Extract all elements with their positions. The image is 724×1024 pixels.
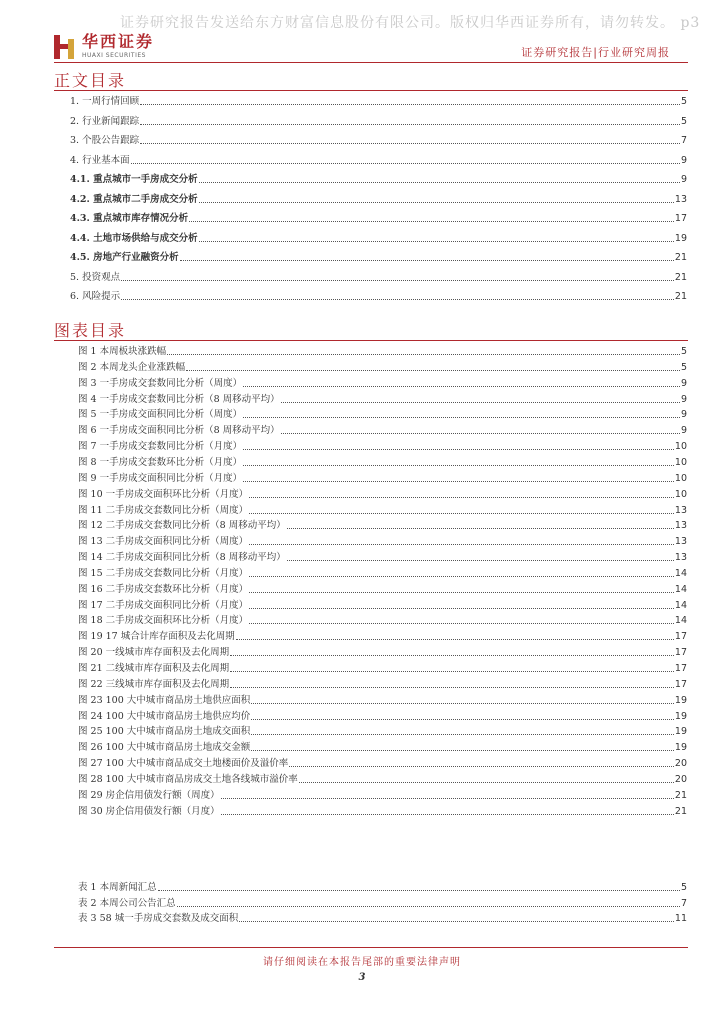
- figure-entry-page: 20: [674, 773, 687, 785]
- figures-title-rule: [54, 340, 688, 341]
- dot-leader: [131, 163, 680, 164]
- figure-entry-page: 19: [674, 710, 687, 722]
- dot-leader: [140, 104, 680, 105]
- figure-entry-label: 图 27 100 大中城市商品成交土地楼面价及溢价率: [78, 758, 289, 770]
- toc-entry[interactable]: [70, 96, 687, 108]
- toc-entry[interactable]: [70, 194, 687, 206]
- figures-title: 图表目录: [54, 321, 127, 340]
- figure-entry[interactable]: [78, 346, 687, 358]
- toc-entry-page: 17: [674, 213, 687, 224]
- table-entry-label: 表 1 本周新闻汇总: [78, 882, 157, 893]
- figure-entry-page: 19: [674, 726, 687, 738]
- toc-entry-page: 7: [680, 135, 687, 146]
- figure-entry-label: 图 14 二手房成交面积同比分析（8 周移动平均）: [78, 552, 286, 564]
- toc-entry-label: 3. 个股公告跟踪: [70, 135, 140, 146]
- figure-entry[interactable]: [78, 711, 687, 723]
- figure-entry[interactable]: [78, 726, 687, 738]
- toc-entry-label: 1. 一周行情回顾: [70, 96, 140, 107]
- dot-leader: [243, 481, 674, 482]
- logo-en-text: HUAXI SECURITIES: [82, 52, 146, 59]
- toc-entry-label: 2. 行业新闻跟踪: [70, 115, 140, 127]
- figure-entry-label: 图 12 二手房成交套数同比分析（8 周移动平均）: [78, 520, 286, 532]
- toc-entry-page: 21: [674, 291, 687, 302]
- dot-leader: [249, 608, 674, 609]
- figure-entry-page: 17: [674, 647, 687, 659]
- figure-entry[interactable]: [78, 774, 687, 786]
- figure-entry-page: 10: [674, 441, 687, 453]
- figure-entry[interactable]: [78, 695, 687, 707]
- table-entry-label: 表 3 58 城一手房成交套数及成交面积: [78, 913, 239, 924]
- dot-leader: [299, 782, 674, 783]
- figure-entry-label: 图 8 一手房成交套数环比分析（月度）: [78, 456, 243, 468]
- figure-entry[interactable]: [78, 394, 687, 406]
- dot-leader: [221, 814, 674, 815]
- table-entry-page: 11: [674, 913, 687, 924]
- dot-leader: [289, 766, 674, 767]
- toc-entry[interactable]: [70, 116, 687, 128]
- dot-leader: [243, 386, 680, 387]
- watermark: 证券研究报告发送给东方财富信息股份有限公司。版权归华西证券所有，请勿转发。 p3: [120, 15, 701, 31]
- logo-cn-text: 华西证券: [82, 32, 155, 51]
- toc-entry[interactable]: [70, 291, 687, 303]
- figure-entry-page: 13: [674, 520, 687, 532]
- figure-entry[interactable]: [78, 489, 687, 501]
- figure-entry[interactable]: [78, 631, 687, 643]
- toc-entry-page: 5: [680, 115, 687, 127]
- toc-entry[interactable]: [70, 272, 687, 284]
- dot-leader: [287, 560, 674, 561]
- figure-entry-label: 图 13 二手房成交面积同比分析（周度）: [78, 536, 249, 548]
- dot-leader: [251, 750, 674, 751]
- dot-leader: [186, 370, 680, 371]
- dot-leader: [199, 202, 674, 203]
- toc-entry-label: 4.3. 重点城市库存情况分析: [70, 213, 189, 224]
- figure-entry-page: 5: [680, 346, 687, 357]
- toc-entry-page: 21: [674, 252, 687, 263]
- figure-entry-page: 21: [674, 789, 687, 801]
- figure-entry-page: 10: [674, 456, 687, 468]
- figure-entry-label: 图 15 二手房成交套数同比分析（月度）: [78, 567, 249, 579]
- header-rule: [54, 62, 688, 63]
- toc-entry-label: 4. 行业基本面: [70, 154, 130, 166]
- figure-entry[interactable]: [78, 679, 687, 691]
- figure-entry-label: 图 4 一手房成交套数同比分析（8 周移动平均）: [78, 393, 280, 405]
- figure-entry[interactable]: [78, 663, 687, 675]
- figure-entry-label: 图 26 100 大中城市商品房土地成交金额: [78, 742, 251, 754]
- toc-entry[interactable]: [70, 213, 687, 225]
- figure-entry-page: 14: [674, 567, 687, 579]
- figure-entry-page: 17: [674, 663, 687, 674]
- figure-entry-label: 图 29 房企信用债发行额（周度）: [78, 789, 220, 801]
- dot-leader: [243, 449, 674, 450]
- figure-entry[interactable]: [78, 806, 687, 818]
- figure-entry[interactable]: [78, 758, 687, 770]
- figure-entry-label: 图 30 房企信用债发行额（月度）: [78, 805, 220, 817]
- figure-entry-label: 图 2 本周龙头企业涨跌幅: [78, 361, 186, 373]
- figure-entry-label: 图 3 一手房成交套数同比分析（周度）: [78, 377, 243, 389]
- dot-leader: [180, 260, 674, 261]
- dot-leader: [140, 124, 680, 125]
- toc-entry-page: 5: [680, 96, 687, 107]
- figure-entry-label: 图 25 100 大中城市商品房土地成交面积: [78, 726, 251, 738]
- figure-entry[interactable]: [78, 790, 687, 802]
- figure-entry[interactable]: [78, 362, 687, 374]
- figure-entry-page: 9: [680, 409, 687, 421]
- dot-leader: [243, 417, 680, 418]
- figure-entry-page: 14: [674, 615, 687, 627]
- toc-entry-label: 4.2. 重点城市二手房成交分析: [70, 193, 198, 205]
- figure-entry-page: 9: [680, 377, 687, 389]
- dot-leader: [249, 497, 674, 498]
- dot-leader: [167, 354, 680, 355]
- figure-entry-label: 图 1 本周板块涨跌幅: [78, 346, 167, 357]
- figure-entry[interactable]: [78, 568, 687, 580]
- dot-leader: [230, 687, 674, 688]
- toc-entry-label: 6. 风险提示: [70, 291, 121, 302]
- figure-entry-label: 图 22 三线城市库存面积及去化周期: [78, 678, 230, 690]
- dot-leader: [221, 798, 674, 799]
- toc-entry-label: 4.5. 房地产行业融资分析: [70, 252, 179, 263]
- page-number: 3: [358, 972, 366, 983]
- toc-entry-page: 13: [674, 193, 687, 205]
- figure-entry-page: 13: [674, 504, 687, 516]
- toc-entry-page: 19: [674, 232, 687, 244]
- table-entry-page: 5: [680, 882, 687, 893]
- figure-entry[interactable]: [78, 600, 687, 612]
- figure-entry-label: 图 17 二手房成交面积同比分析（月度）: [78, 599, 249, 611]
- dot-leader: [230, 671, 674, 672]
- toc-title: 正文目录: [54, 71, 127, 90]
- figure-entry-label: 图 18 二手房成交面积环比分析（月度）: [78, 615, 249, 627]
- figure-entry[interactable]: [78, 441, 687, 453]
- dot-leader: [249, 544, 674, 545]
- dot-leader: [281, 433, 680, 434]
- figure-entry-page: 19: [674, 742, 687, 754]
- toc-entry[interactable]: [70, 252, 687, 264]
- figure-entry-label: 图 6 一手房成交面积同比分析（8 周移动平均）: [78, 425, 280, 437]
- dot-leader: [230, 655, 674, 656]
- figure-entry-page: 5: [680, 361, 687, 373]
- dot-leader: [251, 734, 674, 735]
- figure-entry-label: 图 16 二手房成交套数环比分析（月度）: [78, 583, 249, 595]
- figure-entry-label: 图 19 17 城合计库存面积及去化周期: [78, 631, 235, 643]
- figure-entry-page: 17: [674, 678, 687, 690]
- figure-entry-label: 图 10 一手房成交面积环比分析（月度）: [78, 488, 249, 500]
- dot-leader: [249, 592, 674, 593]
- dot-leader: [121, 280, 674, 281]
- footer-disclaimer: 请仔细阅读在本报告尾部的重要法律声明: [263, 957, 461, 968]
- figure-entry-label: 图 5 一手房成交面积同比分析（周度）: [78, 409, 243, 421]
- toc-entry-label: 4.4. 土地市场供给与成交分析: [70, 232, 198, 244]
- figure-entry[interactable]: [78, 615, 687, 627]
- figure-entry-page: 10: [674, 472, 687, 484]
- figure-entry-label: 图 24 100 大中城市商品房土地供应均价: [78, 710, 251, 722]
- figure-entry[interactable]: [78, 457, 687, 469]
- figure-entry[interactable]: [78, 505, 687, 517]
- figure-entry-label: 图 7 一手房成交套数同比分析（月度）: [78, 441, 243, 453]
- toc-entry[interactable]: [70, 135, 687, 147]
- dot-leader: [249, 576, 674, 577]
- dot-leader: [249, 623, 674, 624]
- toc-entry[interactable]: [70, 155, 687, 167]
- huaxi-logo: [54, 34, 154, 59]
- toc-entry-page: 21: [674, 271, 687, 283]
- dot-leader: [177, 906, 680, 907]
- dot-leader: [140, 143, 680, 144]
- dot-leader: [251, 703, 674, 704]
- figure-entry[interactable]: [78, 378, 687, 390]
- dot-leader: [249, 513, 674, 514]
- dot-leader: [189, 221, 674, 222]
- figure-entry-label: 图 9 一手房成交面积同比分析（月度）: [78, 472, 243, 484]
- dot-leader: [236, 639, 674, 640]
- table-entry[interactable]: [78, 913, 687, 925]
- figure-entry[interactable]: [78, 742, 687, 754]
- table-entry[interactable]: [78, 882, 687, 894]
- toc-entry[interactable]: [70, 174, 687, 186]
- figure-entry-page: 21: [674, 805, 687, 817]
- figure-entry-label: 图 23 100 大中城市商品房土地供应面积: [78, 694, 251, 706]
- toc-entry-label: 5. 投资观点: [70, 271, 121, 283]
- toc-entry-page: 9: [680, 154, 687, 166]
- dot-leader: [251, 719, 674, 720]
- figure-entry-page: 20: [674, 758, 687, 770]
- table-entry-page: 7: [680, 897, 687, 909]
- figure-entry-page: 19: [674, 694, 687, 706]
- toc-title-rule: [54, 90, 688, 91]
- table-entry[interactable]: [78, 898, 687, 910]
- dot-leader: [199, 182, 680, 183]
- dot-leader: [158, 890, 680, 891]
- figure-entry-page: 13: [674, 552, 687, 564]
- figure-entry-label: 图 28 100 大中城市商品房成交土地各线城市溢价率: [78, 773, 298, 785]
- figure-entry-page: 9: [680, 393, 687, 405]
- figure-entry-label: 图 21 二线城市库存面积及去化周期: [78, 663, 230, 674]
- figure-entry[interactable]: [78, 473, 687, 485]
- figure-entry-page: 14: [674, 599, 687, 611]
- toc-entry-page: 9: [680, 174, 687, 185]
- figure-entry[interactable]: [78, 552, 687, 564]
- dot-leader: [239, 921, 674, 922]
- dot-leader: [199, 241, 674, 242]
- figure-entry[interactable]: [78, 584, 687, 596]
- figure-entry-page: 17: [674, 631, 687, 643]
- logo-icon: [54, 35, 76, 59]
- figure-entry[interactable]: [78, 409, 687, 421]
- toc-entry[interactable]: [70, 233, 687, 245]
- report-type: 证券研究报告|行业研究周报: [521, 46, 670, 59]
- dot-leader: [243, 465, 674, 466]
- figure-entry-page: 9: [680, 425, 687, 437]
- figure-entry-page: 13: [674, 536, 687, 548]
- table-entry-label: 表 2 本周公司公告汇总: [78, 897, 176, 909]
- dot-leader: [287, 528, 674, 529]
- figure-entry-label: 图 11 二手房成交套数同比分析（周度）: [78, 504, 249, 516]
- toc-entry-label: 4.1. 重点城市一手房成交分析: [70, 174, 198, 185]
- figure-entry[interactable]: [78, 520, 687, 532]
- figure-entry-page: 14: [674, 583, 687, 595]
- figure-entry[interactable]: [78, 425, 687, 437]
- dot-leader: [281, 402, 680, 403]
- dot-leader: [121, 299, 674, 300]
- figure-entry[interactable]: [78, 647, 687, 659]
- figure-entry[interactable]: [78, 536, 687, 548]
- footer-rule: [54, 947, 688, 948]
- figure-entry-label: 图 20 一线城市库存面积及去化周期: [78, 647, 230, 659]
- figure-entry-page: 10: [674, 488, 687, 500]
